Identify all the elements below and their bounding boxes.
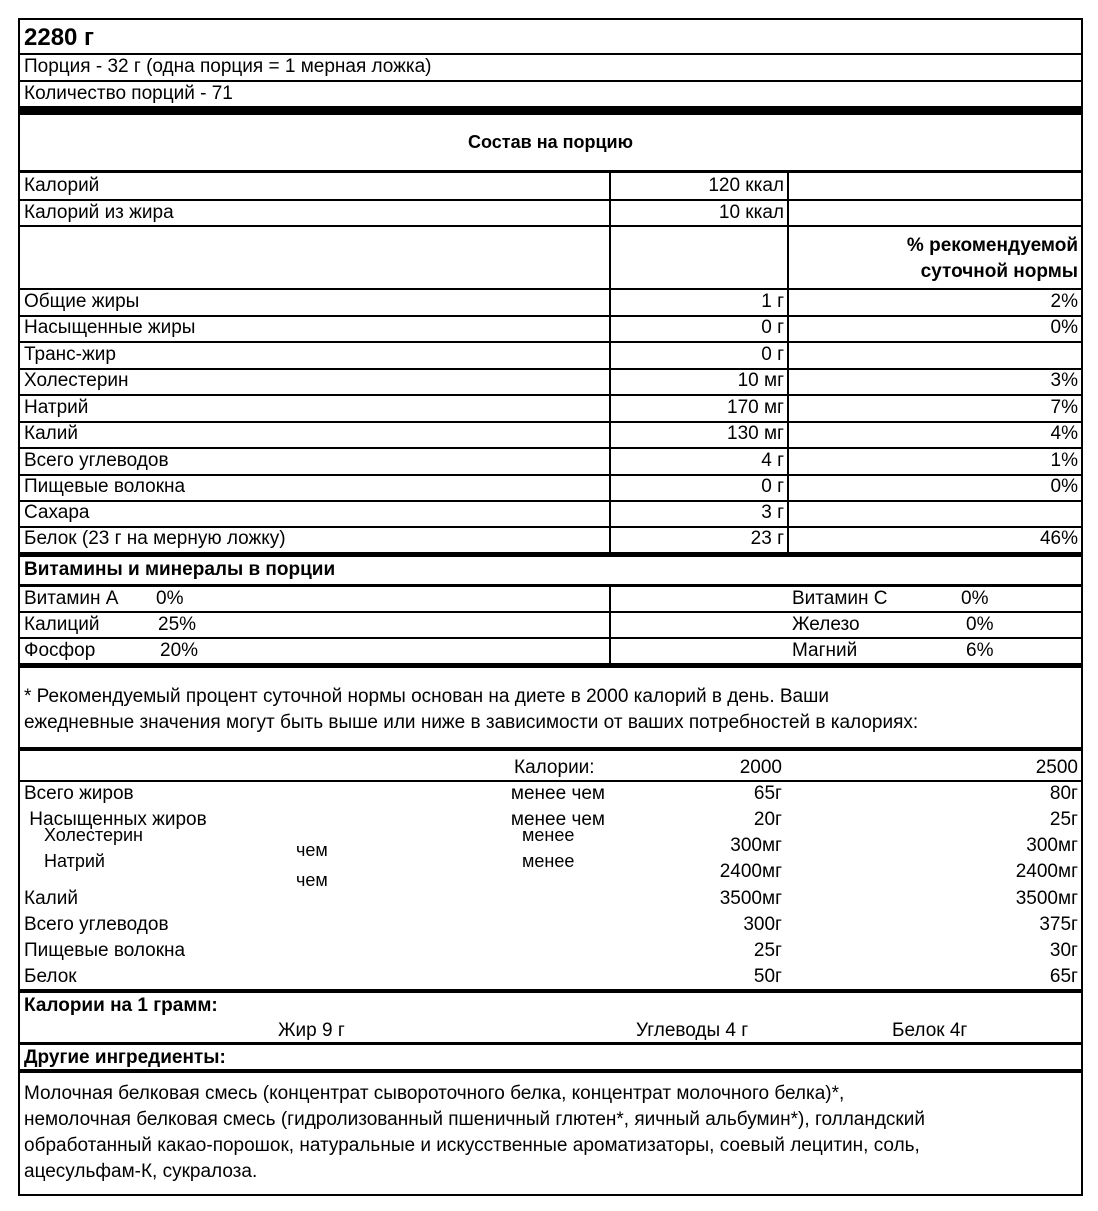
dv-row-qualifier: менее чем — [510, 783, 605, 804]
dv-header-line1: % рекомендуемой — [906, 235, 1078, 256]
ingredients-line-4: ацесульфам-К, сукралоза. — [24, 1161, 258, 1182]
dv-row-v2: 3500мг — [1015, 888, 1078, 909]
nutrient-amount: 4 г — [761, 450, 784, 471]
servings-per-container: Количество порций - 71 — [24, 83, 233, 104]
divider — [20, 447, 1081, 449]
vitamin-name: Витамин А — [24, 588, 119, 609]
footnote-line-2: ежедневные значения могут быть выше или ниже в зависимости от ваших потребностей в калориях: — [24, 712, 919, 733]
dv-row-qualifier: менее — [522, 825, 575, 845]
dv-row-v2: 30г — [1049, 940, 1078, 961]
nutrient-name: Калий — [24, 423, 78, 444]
composition-title: Состав на порцию — [468, 132, 633, 152]
dv-row-v2: 300мг — [1026, 835, 1078, 856]
divider — [20, 53, 1081, 55]
vitamin-value: 6% — [966, 640, 994, 661]
divider — [20, 637, 1081, 639]
dv-col1: 2000 — [739, 757, 782, 778]
dv-row-v1: 25г — [753, 940, 782, 961]
dv-row-v1: 3500мг — [719, 888, 782, 909]
nutrient-dv: 2% — [1050, 291, 1078, 312]
divider — [20, 584, 1081, 587]
ingredients-line-1: Молочная белковая смесь (концентрат сывороточного белка, концентрат молочного белка)*, — [24, 1083, 845, 1104]
nutrient-dv: 1% — [1050, 450, 1078, 471]
nutrient-dv: 0% — [1050, 317, 1078, 338]
thick-divider — [20, 1042, 1081, 1045]
dv-row-v2: 2400мг — [1015, 861, 1078, 882]
thick-divider — [20, 989, 1081, 993]
column-divider — [609, 173, 611, 552]
vitamin-name: Витамин С — [792, 588, 888, 609]
nutrient-amount: 170 мг — [727, 397, 784, 418]
dv-row-qualifier: менее — [522, 851, 575, 871]
dv-row-name: Всего жиров — [24, 783, 134, 804]
nutrient-name: Натрий — [24, 397, 89, 418]
divider — [20, 780, 1081, 782]
ingredients-line-2: немолочная белковая смесь (гидролизованный пшеничный глютен*, яичный альбумин*), голландский — [24, 1109, 925, 1130]
nutrient-name: Сахара — [24, 502, 90, 523]
nutrient-name: Транс-жир — [24, 344, 116, 365]
nutrient-amount: 23 г — [750, 528, 784, 549]
nutrient-name: Всего углеводов — [24, 450, 169, 471]
dv-row-name: Всего углеводов — [24, 914, 169, 935]
dv-row-v1: 300мг — [730, 835, 782, 856]
dv-row-v2: 80г — [1049, 783, 1078, 804]
vitamin-value: 0% — [961, 588, 989, 609]
dv-row-v1: 20г — [753, 809, 782, 830]
divider — [20, 500, 1081, 502]
nutrition-label — [18, 18, 1083, 1196]
column-divider — [609, 587, 611, 665]
dv-row-name: Холестерин — [44, 825, 143, 845]
vitamin-name: Магний — [792, 640, 858, 661]
nutrient-amount: 0 г — [761, 344, 784, 365]
dv-row-name: Насыщенных жиров — [24, 809, 207, 830]
nutrient-dv: 3% — [1050, 370, 1078, 391]
ingredients-line-3: обработанный какао-порошок, натуральные и искусственные ароматизаторы, соевый лецитин, соль, — [24, 1135, 920, 1156]
nutrient-dv: 7% — [1050, 397, 1078, 418]
vitamin-name: Железо — [792, 614, 860, 635]
dv-row-v1: 2400мг — [719, 861, 782, 882]
dv-row-qualifier: менее чем — [510, 809, 605, 830]
dv-row-v1: 65г — [753, 783, 782, 804]
divider — [20, 80, 1081, 82]
dv-col2: 2500 — [1035, 757, 1078, 778]
nutrient-name: Насыщенные жиры — [24, 317, 196, 338]
dv-header-line2: суточной нормы — [920, 261, 1078, 282]
calories-per-gram-protein: Белок 4г — [892, 1020, 968, 1041]
vitamin-value: 0% — [966, 614, 994, 635]
nutrient-amount: 10 мг — [737, 370, 784, 391]
dv-row-v2: 375г — [1039, 914, 1078, 935]
divider — [20, 199, 1081, 201]
nutrient-name: Белок (23 г на мерную ложку) — [24, 528, 286, 549]
nutrient-name: Холестерин — [24, 370, 129, 391]
package-weight: 2280 г — [24, 24, 95, 51]
calories-per-gram-title: Калории на 1 грамм: — [24, 995, 218, 1016]
dv-row-name: Калий — [24, 888, 78, 909]
dv-calories-label: Калории: — [514, 757, 595, 778]
dv-row-name: Пищевые волокна — [24, 940, 186, 961]
nutrient-dv: 4% — [1050, 423, 1078, 444]
divider — [20, 611, 1081, 613]
nutrient-amount: 1 г — [761, 291, 784, 312]
nutrient-name: Общие жиры — [24, 291, 140, 312]
calories-per-gram-carbs: Углеводы 4 г — [636, 1020, 749, 1041]
dv-row-v2: 25г — [1049, 809, 1078, 830]
vitamin-value: 25% — [158, 614, 197, 635]
vitamins-title: Витамины и минералы в порции — [24, 559, 336, 580]
ingredients-title: Другие ингредиенты: — [24, 1047, 226, 1068]
nutrient-dv: 46% — [1039, 528, 1078, 549]
fat-calories-label: Калорий из жира — [24, 202, 174, 223]
dv-stray-fragment: чем — [296, 870, 328, 890]
nutrient-amount: 3 г — [761, 502, 784, 523]
calories-value: 120 ккал — [708, 175, 784, 196]
divider — [20, 341, 1081, 343]
vitamin-value: 20% — [160, 640, 199, 661]
divider — [20, 394, 1081, 396]
divider — [20, 225, 1081, 227]
divider — [20, 170, 1081, 173]
divider — [20, 288, 1081, 290]
serving-size: Порция - 32 г (одна порция = 1 мерная ложка) — [24, 56, 432, 77]
vitamin-value: 0% — [156, 588, 184, 609]
divider — [20, 747, 1081, 751]
thick-divider — [20, 1069, 1081, 1073]
nutrient-amount: 0 г — [761, 476, 784, 497]
nutrient-dv: 0% — [1050, 476, 1078, 497]
nutrient-amount: 0 г — [761, 317, 784, 338]
nutrient-name: Пищевые волокна — [24, 476, 186, 497]
nutrient-amount: 130 мг — [727, 423, 784, 444]
dv-row-v2: 65г — [1049, 966, 1078, 987]
dv-row-name: Белок — [24, 966, 77, 987]
thick-divider — [20, 106, 1081, 115]
thick-divider — [20, 552, 1081, 557]
vitamin-name: Калиций — [24, 614, 100, 635]
dv-row-v1: 50г — [753, 966, 782, 987]
fat-calories-value: 10 ккал — [718, 202, 784, 223]
dv-row-name: Натрий — [44, 851, 105, 871]
column-divider — [787, 173, 789, 552]
footnote-line-1: * Рекомендуемый процент суточной нормы основан на диете в 2000 калорий в день. Ваши — [24, 686, 829, 707]
thick-divider — [20, 663, 1081, 668]
calories-per-gram-fat: Жир 9 г — [278, 1020, 345, 1041]
calories-label: Калорий — [24, 175, 100, 196]
dv-stray-fragment: чем — [296, 840, 328, 860]
dv-row-v1: 300г — [743, 914, 782, 935]
vitamin-name: Фосфор — [24, 640, 96, 661]
